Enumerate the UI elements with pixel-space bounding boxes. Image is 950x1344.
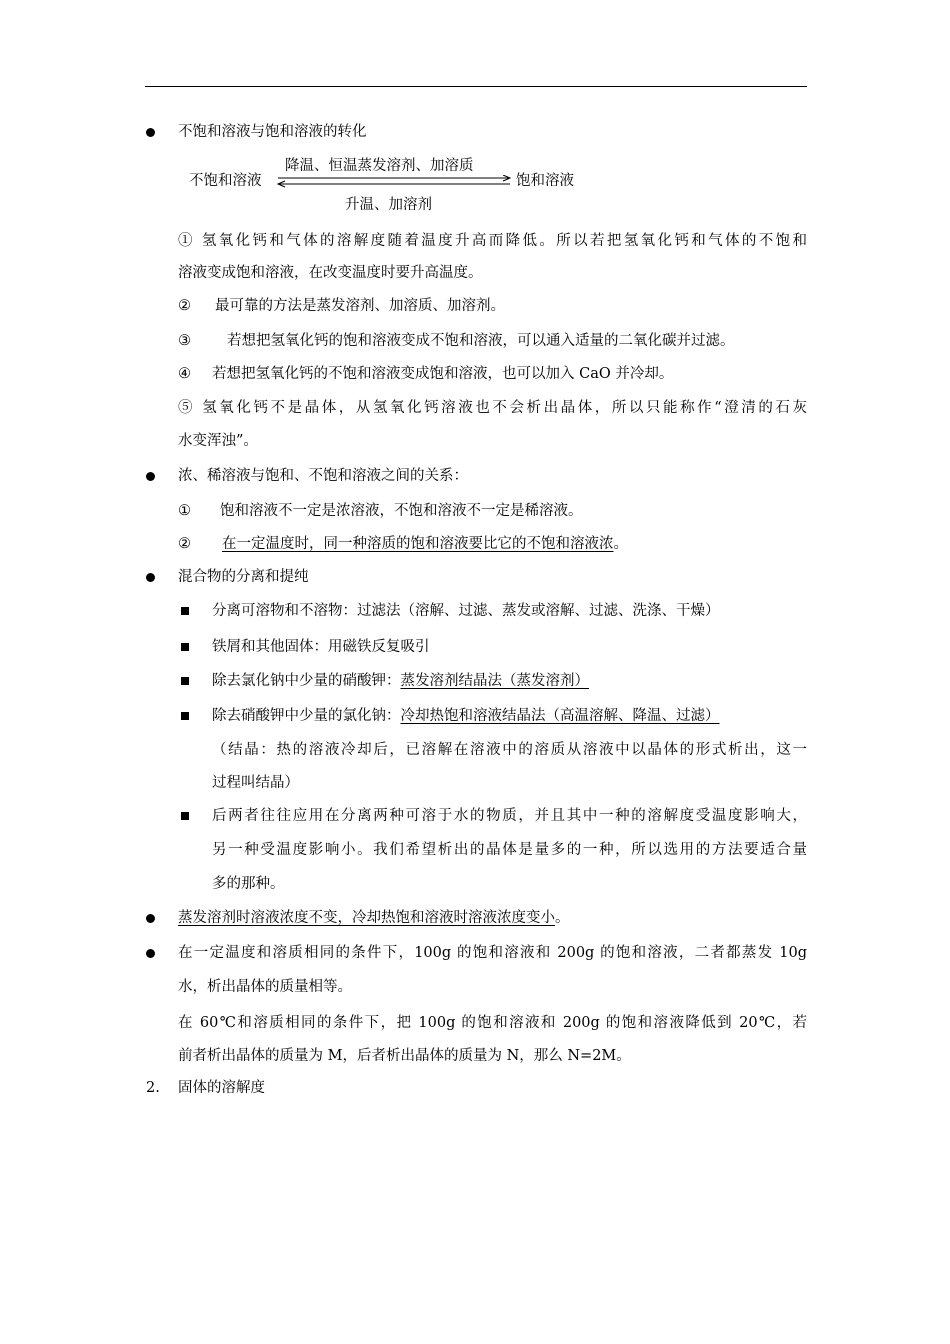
application-line-3: 多的那种。 xyxy=(212,876,285,892)
square-bullet-icon xyxy=(181,712,189,720)
ratio-line-1: 在 60℃和溶质相同的条件下，把 100g 的饱和溶液和 200g 的饱和溶液降低到 20℃，若 xyxy=(178,1015,807,1031)
paragraph-5-line-1: ⑤ 氢氧化钙不是晶体，从氢氧化钙溶液也不会析出晶体，所以只能称作“澄清的石灰 xyxy=(178,400,807,416)
bullet-icon xyxy=(146,128,155,137)
item-2-number: ② xyxy=(178,536,191,552)
bullet-icon xyxy=(146,914,155,923)
paragraph-4-text: 若想把氢氧化钙的不饱和溶液变成饱和溶液，也可以加入 CaO 并冷却。 xyxy=(212,366,674,382)
square-bullet-icon xyxy=(181,812,189,820)
method-cooling xyxy=(212,706,720,726)
method-evaporation-prefix: 除去氯化钠中少量的硝酸钾： xyxy=(212,673,401,689)
item-2-underlined: 在一定温度时，同一种溶质的饱和溶液要比它的不饱和溶液浓 xyxy=(222,536,614,552)
item-2-text xyxy=(222,534,628,554)
section-title-concentration: 浓、稀溶液与饱和、不饱和溶液之间的关系： xyxy=(178,468,468,484)
reversible-arrow-icon xyxy=(274,175,514,189)
square-bullet-icon xyxy=(181,607,189,615)
ratio-line-2: 前者析出晶体的质量为 M，后者析出晶体的质量为 N，那么 N=2M。 xyxy=(178,1048,631,1064)
backward-condition: 升温、加溶剂 xyxy=(345,197,432,213)
square-bullet-icon xyxy=(181,643,189,651)
concentration-note-underlined: 蒸发溶剂时溶液浓度不变，冷却热饱和溶液时溶液浓度变小 xyxy=(178,910,555,926)
item-2-period: 。 xyxy=(613,536,628,552)
method-cooling-name: 冷却热饱和溶液结晶法（高温溶解、降温、过滤） xyxy=(400,708,720,724)
paragraph-2-text: 最可靠的方法是蒸发溶剂、加溶质、加溶剂。 xyxy=(215,298,505,314)
method-magnet: 铁屑和其他固体：用磁铁反复吸引 xyxy=(212,639,430,655)
item-1-number: ① xyxy=(178,503,191,519)
application-line-2: 另一种受温度影响小。我们希望析出的晶体是量多的一种，所以选用的方法要适合量 xyxy=(212,842,807,858)
concentration-note xyxy=(178,908,570,928)
equal-mass-line-2: 水，析出晶体的质量相等。 xyxy=(178,979,352,995)
paragraph-2-number: ② xyxy=(178,298,191,314)
bullet-icon xyxy=(146,573,155,582)
header-rule xyxy=(145,86,807,87)
concentration-note-period: 。 xyxy=(555,910,570,926)
bullet-icon xyxy=(146,949,155,958)
item-1-text: 饱和溶液不一定是浓溶液，不饱和溶液不一定是稀溶液。 xyxy=(220,503,583,519)
method-evaporation xyxy=(212,671,589,691)
method-filtration: 分离可溶物和不溶物：过滤法（溶解、过滤、蒸发或溶解、过滤、洗涤、干燥） xyxy=(212,603,720,619)
method-cooling-prefix: 除去硝酸钾中少量的氯化钠： xyxy=(212,708,401,724)
crystallization-note-line-1: （结晶：热的溶液冷却后，已溶解在溶液中的溶质从溶液中以晶体的形式析出，这一 xyxy=(212,742,807,758)
paragraph-5-line-2: 水变浑浊”。 xyxy=(178,433,258,449)
unsaturated-solution-label: 不饱和溶液 xyxy=(189,173,262,189)
forward-condition: 降温、恒温蒸发溶剂、加溶质 xyxy=(285,158,474,174)
section-title-separation: 混合物的分离和提纯 xyxy=(178,569,309,585)
paragraph-3-number: ③ xyxy=(178,333,191,349)
paragraph-4-number: ④ xyxy=(178,366,191,382)
application-line-1: 后两者往往应用在分离两种可溶于水的物质，并且其中一种的溶解度受温度影响大， xyxy=(212,808,807,824)
paragraph-1-line-1: ① 氢氧化钙和气体的溶解度随着温度升高而降低。所以若把氢氧化钙和气体的不饱和 xyxy=(178,233,807,249)
paragraph-3-text: 若想把氢氧化钙的饱和溶液变成不饱和溶液，可以通入适量的二氧化碳并过滤。 xyxy=(227,333,735,349)
section-number: 2. xyxy=(146,1080,160,1096)
equal-mass-line-1: 在一定温度和溶质相同的条件下，100g 的饱和溶液和 200g 的饱和溶液，二者都蒸发 10g xyxy=(178,945,807,961)
square-bullet-icon xyxy=(181,677,189,685)
paragraph-1-line-2: 溶液变成饱和溶液，在改变温度时要升高温度。 xyxy=(178,265,483,281)
bullet-icon xyxy=(146,472,155,481)
saturated-solution-label: 饱和溶液 xyxy=(516,173,574,189)
method-evaporation-name: 蒸发溶剂结晶法（蒸发溶剂） xyxy=(400,673,589,689)
section-title-conversion: 不饱和溶液与饱和溶液的转化 xyxy=(178,124,367,140)
section-heading-solubility: 固体的溶解度 xyxy=(178,1080,265,1096)
crystallization-note-line-2: 过程叫结晶） xyxy=(212,775,299,791)
